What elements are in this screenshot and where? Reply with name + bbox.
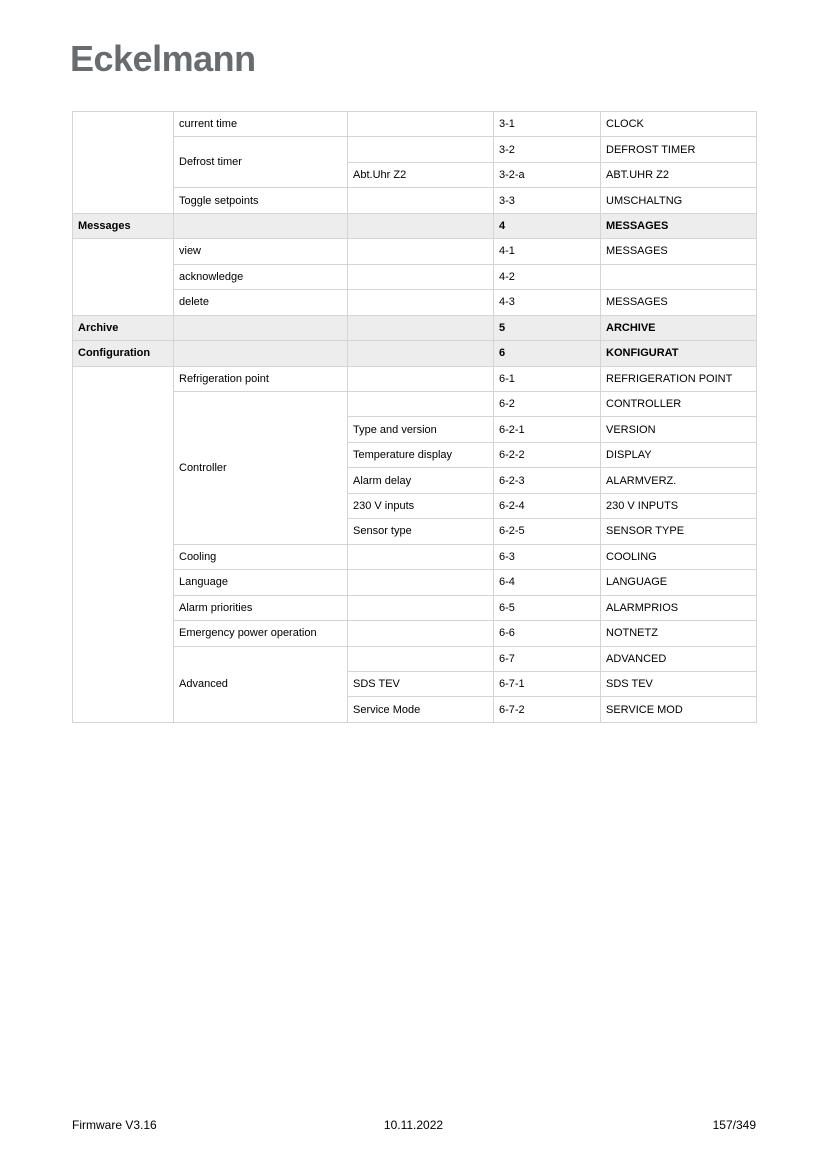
cell-menu-number: 4-2 [494, 264, 601, 289]
cell-menu-number: 6-2-4 [494, 493, 601, 518]
cell-lcd-text: MESSAGES [601, 239, 757, 264]
cell-subitem: Sensor type [348, 519, 494, 544]
table-row [73, 570, 757, 595]
table-row-section [73, 213, 757, 238]
cell-item: Controller [174, 391, 348, 544]
cell-empty [174, 213, 348, 238]
cell-menu-number: 6-6 [494, 621, 601, 646]
cell-item: Cooling [174, 544, 348, 569]
table-row [73, 595, 757, 620]
cell-subitem: Type and version [348, 417, 494, 442]
cell-lcd-text: SENSOR TYPE [601, 519, 757, 544]
cell-empty [348, 290, 494, 315]
cell-subitem: Alarm delay [348, 468, 494, 493]
table-row [73, 239, 757, 264]
cell-menu-number: 4 [494, 213, 601, 238]
cell-empty [73, 239, 174, 315]
cell-lcd-text: UMSCHALTNG [601, 188, 757, 213]
table-row-section [73, 315, 757, 340]
cell-subitem: Temperature display [348, 442, 494, 467]
table-row-section [73, 341, 757, 366]
menu-structure-table [72, 111, 757, 723]
cell-item: Advanced [174, 646, 348, 722]
cell-item: Language [174, 570, 348, 595]
cell-menu-number: 6-7-1 [494, 671, 601, 696]
cell-item: current time [174, 112, 348, 137]
cell-menu-number: 6-4 [494, 570, 601, 595]
table-row [73, 188, 757, 213]
table-row [73, 290, 757, 315]
footer-page-number: 157/349 [712, 1118, 756, 1132]
cell-lcd-text: MESSAGES [601, 213, 757, 238]
cell-menu-number: 6-2 [494, 391, 601, 416]
cell-empty [348, 264, 494, 289]
cell-subitem: 230 V inputs [348, 493, 494, 518]
cell-category: Archive [73, 315, 174, 340]
cell-empty [348, 137, 494, 162]
cell-lcd-text: REFRIGERATION POINT [601, 366, 757, 391]
cell-empty [348, 595, 494, 620]
cell-menu-number: 3-3 [494, 188, 601, 213]
cell-lcd-text: ABT.UHR Z2 [601, 162, 757, 187]
table-row [73, 264, 757, 289]
cell-lcd-text: KONFIGURAT [601, 341, 757, 366]
cell-lcd-text: ALARMPRIOS [601, 595, 757, 620]
cell-empty [348, 315, 494, 340]
cell-empty [348, 341, 494, 366]
cell-menu-number: 6-5 [494, 595, 601, 620]
cell-lcd-text: SDS TEV [601, 671, 757, 696]
table-row [73, 544, 757, 569]
cell-lcd-text: COOLING [601, 544, 757, 569]
cell-empty [348, 112, 494, 137]
eckelmann-logo: Eckelmann [70, 38, 256, 79]
cell-menu-number: 6-3 [494, 544, 601, 569]
cell-menu-number: 3-2 [494, 137, 601, 162]
cell-empty [348, 213, 494, 238]
cell-item: Toggle setpoints [174, 188, 348, 213]
footer-date: 10.11.2022 [383, 1118, 444, 1132]
cell-menu-number: 6-2-5 [494, 519, 601, 544]
cell-empty [348, 366, 494, 391]
cell-item: view [174, 239, 348, 264]
cell-subitem: SDS TEV [348, 671, 494, 696]
cell-empty [73, 112, 174, 214]
cell-lcd-text: CONTROLLER [601, 391, 757, 416]
cell-lcd-text: VERSION [601, 417, 757, 442]
cell-empty [348, 188, 494, 213]
cell-empty [348, 391, 494, 416]
cell-lcd-text: ARCHIVE [601, 315, 757, 340]
table-row [73, 646, 757, 671]
cell-category: Configuration [73, 341, 174, 366]
cell-menu-number: 4-3 [494, 290, 601, 315]
cell-menu-number: 6-2-1 [494, 417, 601, 442]
cell-menu-number: 3-2-a [494, 162, 601, 187]
cell-menu-number: 6-2-3 [494, 468, 601, 493]
cell-category: Messages [73, 213, 174, 238]
cell-empty [174, 341, 348, 366]
table-row [73, 621, 757, 646]
cell-empty [73, 366, 174, 722]
cell-lcd-text: 230 V INPUTS [601, 493, 757, 518]
footer-firmware-version: Firmware V3.16 [72, 1118, 157, 1132]
cell-lcd-text: MESSAGES [601, 290, 757, 315]
cell-menu-number: 6-7 [494, 646, 601, 671]
cell-menu-number: 6 [494, 341, 601, 366]
cell-item: Refrigeration point [174, 366, 348, 391]
cell-item: Alarm priorities [174, 595, 348, 620]
cell-empty [348, 646, 494, 671]
cell-lcd-text: DEFROST TIMER [601, 137, 757, 162]
cell-empty [174, 315, 348, 340]
cell-item: acknowledge [174, 264, 348, 289]
cell-empty [348, 621, 494, 646]
table-row [73, 366, 757, 391]
cell-lcd-text: ALARMVERZ. [601, 468, 757, 493]
cell-subitem: Abt.Uhr Z2 [348, 162, 494, 187]
cell-lcd-text: ADVANCED [601, 646, 757, 671]
cell-lcd-text: NOTNETZ [601, 621, 757, 646]
cell-lcd-text: CLOCK [601, 112, 757, 137]
table-row [73, 137, 757, 162]
cell-lcd-text: SERVICE MOD [601, 697, 757, 723]
cell-empty [348, 544, 494, 569]
table-row [73, 112, 757, 137]
cell-lcd-text: LANGUAGE [601, 570, 757, 595]
cell-empty [348, 239, 494, 264]
cell-menu-number: 6-1 [494, 366, 601, 391]
cell-lcd-text: DISPLAY [601, 442, 757, 467]
cell-empty [601, 264, 757, 289]
cell-empty [348, 570, 494, 595]
cell-subitem: Service Mode [348, 697, 494, 723]
cell-menu-number: 5 [494, 315, 601, 340]
cell-item: delete [174, 290, 348, 315]
table-row [73, 391, 757, 416]
cell-menu-number: 6-7-2 [494, 697, 601, 723]
cell-item: Defrost timer [174, 137, 348, 188]
cell-item: Emergency power operation [174, 621, 348, 646]
cell-menu-number: 3-1 [494, 112, 601, 137]
cell-menu-number: 4-1 [494, 239, 601, 264]
cell-menu-number: 6-2-2 [494, 442, 601, 467]
